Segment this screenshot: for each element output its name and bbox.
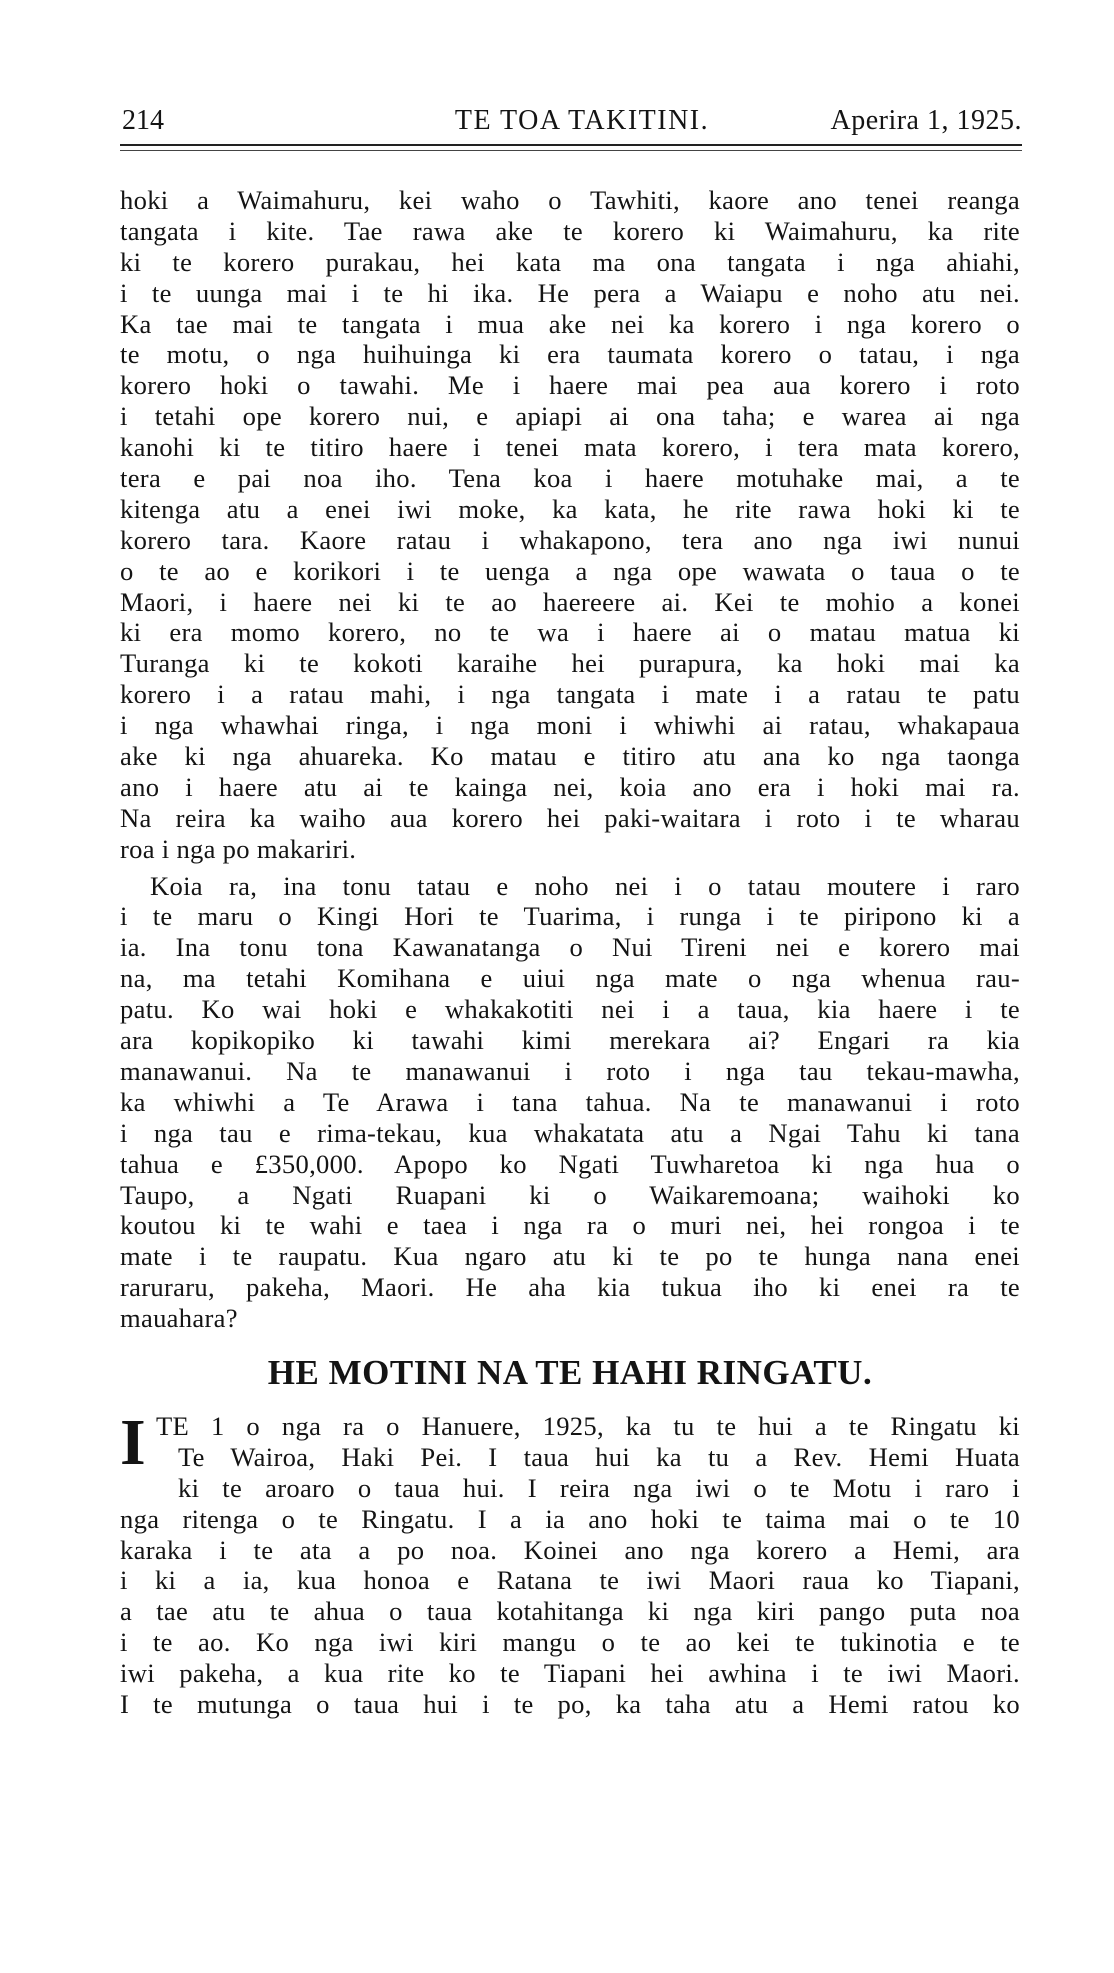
text-line: a tae atu te ahua o taua kotahitanga ki nga kiri pango puta noa [120,1596,1020,1627]
text-line: patu. Ko wai hoki e whakakotiti nei i a taua, kia haere i te [120,994,1020,1025]
text-line: koutou ki te wahi e taea i nga ra o muri nei, hei rongoa i te [120,1210,1020,1241]
text-line: hoki a Waimahuru, kei waho o Tawhiti, kaore ano tenei reanga [120,185,1020,215]
text-line: i ki a ia, kua honoa e Ratana te iwi Maori raua ko Tiapani, [120,1565,1020,1596]
header-rule-thick [120,144,1022,146]
text-line: na, ma tetahi Komihana e uiui nga mate o nga whenua rau- [120,963,1020,994]
text-line: i nga whawhai ringa, i nga moni i whiwhi ai ratau, whakapaua [120,710,1020,741]
text-line: TE 1 o nga ra o Hanuere, 1925, ka tu te hui a te Ringatu ki [156,1411,1020,1441]
issue-date: Aperira 1, 1925. [830,105,1022,136]
text-line: korero i a ratau mahi, i nga tangata i mate i a ratau te patu [120,679,1020,710]
article-body [120,185,1020,1334]
text-line: Taupo, a Ngati Ruapani ki o Waikaremoana; waihoki ko [120,1179,1020,1210]
text-line: ki te korero purakau, hei kata ma ona tangata i nga ahiahi, [120,246,1020,277]
page-number: 214 [122,105,164,136]
text-line: mauahara? [120,1303,238,1334]
text-line: ki te aroaro o taua hui. I reira nga iwi o te Motu i raro i [178,1472,1020,1503]
text-line: karaka i te ata a po noa. Koinei ano nga korero a Hemi, ara [120,1534,1020,1565]
running-header [122,103,1022,139]
text-line: i te maru o Kingi Hori te Tuarima, i runga i te piripono ki a [120,901,1020,932]
text-line: o te ao e korikori i te uenga a nga ope wawata o taua o te [120,555,1020,586]
text-line: nga ritenga o te Ringatu. I a ia ano hoki te taima mai o te 10 [120,1503,1020,1534]
text-line: tera e pai noa iho. Tena koa i haere motuhake mai, a te [120,463,1020,494]
text-line: I te mutunga o taua hui i te po, ka taha atu a Hemi ratou ko [120,1689,1020,1720]
text-line: ara kopikopiko ki tawahi kimi merekara ai? Engari ra kia [120,1025,1020,1056]
text-line: Te Wairoa, Haki Pei. I taua hui ka tu a Rev. Hemi Huata [178,1441,1020,1472]
text-line: ia. Ina tonu tona Kawanatanga o Nui Tireni nei e korero mai [120,932,1020,963]
journal-title: TE TOA TAKITINI. [454,105,710,136]
text-line: raruraru, pakeha, Maori. He aha kia tukua iho ki enei ra te [120,1272,1020,1303]
text-line: tahua e £350,000. Apopo ko Ngati Tuwharetoa ki nga hua o [120,1148,1020,1179]
text-line: kanohi ki te titiro haere i tenei mata korero, i tera mata korero, [120,432,1020,463]
text-line: i nga tau e rima-tekau, kua whakatata atu a Ngai Tahu ki tana [120,1117,1020,1148]
text-line: manawanui. Na te manawanui i roto i nga tau tekau-mawha, [120,1055,1020,1086]
text-line: i tetahi ope korero nui, e apiapi ai ona taha; e warea ai nga [120,401,1020,432]
text-line: Maori, i haere nei ki te ao haereere ai. Kei te mohio a konei [120,586,1020,617]
text-line: Koia ra, ina tonu tatau e noho nei i o tatau moutere i raro [150,870,1020,901]
paragraph-2 [120,871,1020,1334]
section-body [120,1406,1020,1720]
text-line: mate i te raupatu. Kua ngaro atu ki te po te hunga nana enei [120,1241,1020,1272]
text-line: korero tara. Kaore ratau i whakapono, tera ano nga iwi nunui [120,524,1020,555]
text-line: i te uunga mai i te hi ika. He pera a Waiapu e noho atu nei. [120,277,1020,308]
text-line: te motu, o nga huihuinga ki era taumata korero o tatau, i nga [120,339,1020,370]
text-line: ano i haere atu ai te kainga nei, koia ano era i hoki mai ra. [120,771,1020,802]
text-line: i te ao. Ko nga iwi kiri mangu o te ao kei te tukinotia e te [120,1627,1020,1658]
text-line: ake ki nga ahuareka. Ko matau e titiro atu ana ko nga taonga [120,741,1020,772]
drop-cap: I [120,1406,146,1479]
text-line: ka whiwhi a Te Arawa i tana tahua. Na te manawanui i roto [120,1086,1020,1117]
text-line: korero hoki o tawahi. Me i haere mai pea aua korero i roto [120,370,1020,401]
text-line: kitenga atu a enei iwi moke, ka kata, he rite rawa hoki ki te [120,493,1020,524]
text-line: ki era momo korero, no te wa i haere ai o matau matua ki [120,617,1020,648]
text-line: tangata i kite. Tae rawa ake te korero ki Waimahuru, ka rite [120,215,1020,246]
header-rule-thin [120,150,1022,151]
text-line: Ka tae mai te tangata i mua ake nei ka korero i nga korero o [120,308,1020,339]
text-line: roa i nga po makariri. [120,833,357,864]
paragraph-1 [120,185,1020,865]
text-line: Na reira ka waiho aua korero hei paki-waitara i roto i te wharau [120,802,1020,833]
text-line: iwi pakeha, a kua rite ko te Tiapani hei awhina i te iwi Maori. [120,1658,1020,1689]
text-line: Turanga ki te kokoti karaihe hei purapura, ka hoki mai ka [120,648,1020,679]
section-heading: HE MOTINI NA TE HAHI RINGATU. [267,1353,873,1392]
